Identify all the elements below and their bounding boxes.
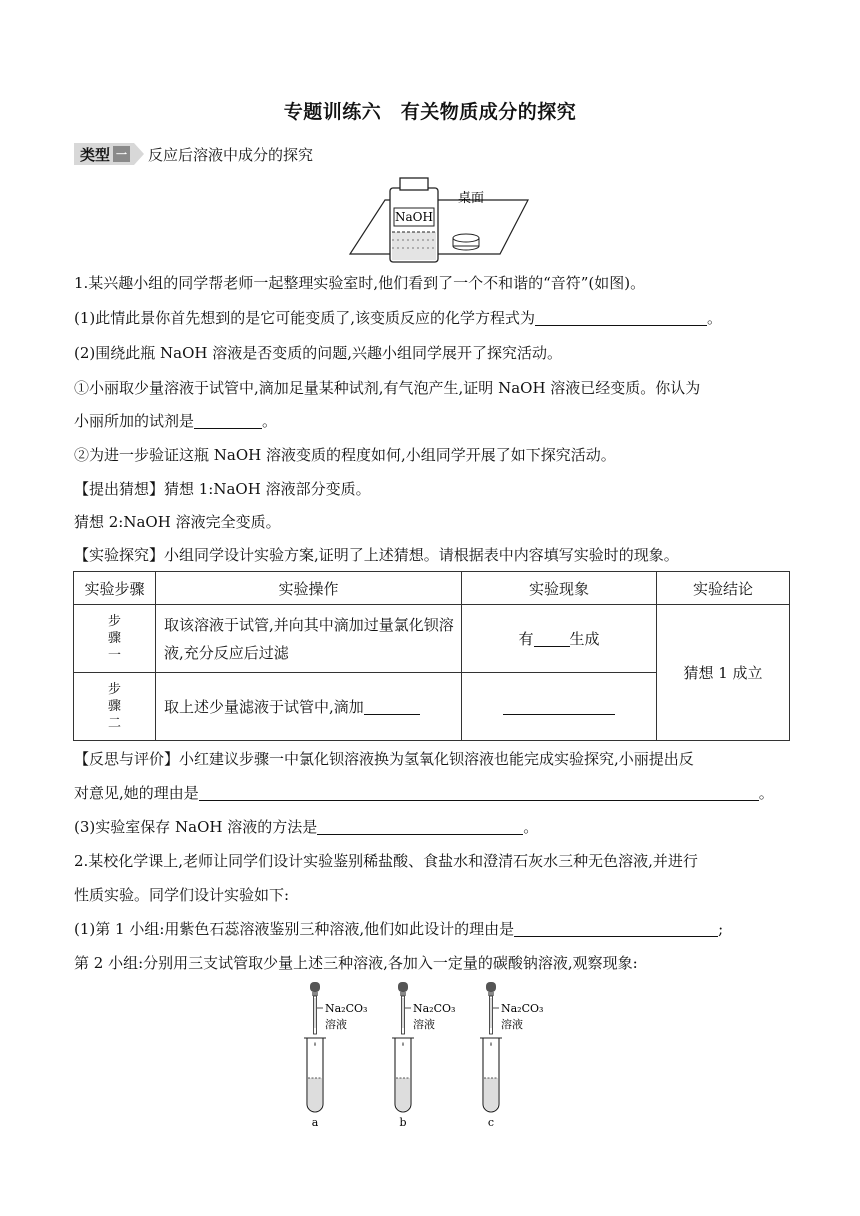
reagent-label-b: Na₂CO₃ xyxy=(413,1002,456,1015)
reagent-word-b: 溶液 xyxy=(413,1018,435,1031)
table-row xyxy=(74,605,790,673)
desk-label: 桌面 xyxy=(458,191,485,206)
reagent-word-c: 溶液 xyxy=(501,1018,523,1031)
dropper-bulb-icon xyxy=(398,982,408,992)
bottle-label: NaOH xyxy=(395,210,433,224)
reflect-line1: 【反思与评价】小红建议步骤一中氯化钡溶液换为氢氧化钡溶液也能完成实验探究,小丽提出反 xyxy=(74,750,694,768)
step-2-label: 步骤二 xyxy=(74,673,156,741)
answer-blank-litmus-reason[interactable] xyxy=(514,920,718,937)
answer-blank-equation[interactable] xyxy=(535,309,707,326)
type-heading-text: 反应后溶液中成分的探究 xyxy=(148,145,314,164)
step-1-phenomenon: 有 生成 xyxy=(462,605,657,673)
tube-label-b: b xyxy=(399,1116,407,1128)
liquid-fill xyxy=(392,232,436,260)
tube-label-a: a xyxy=(311,1116,319,1128)
answer-blank-step2-reagent[interactable] xyxy=(364,698,420,715)
guess-2: 猜想 2:NaOH 溶液完全变质。 xyxy=(74,513,281,531)
test-tubes-figure xyxy=(295,978,575,1128)
type-badge-number: 一 xyxy=(113,146,130,162)
q2-part1: (1)第 1 小组:用紫色石蕊溶液鉴别三种溶液,他们如此设计的理由是 ; xyxy=(74,920,724,938)
q1-part2a-line1: ①小丽取少量溶液于试管中,滴加足量某种试剂,有气泡产生,证明 NaOH 溶液已经变质。你认为 xyxy=(74,379,701,397)
header-phenomenon: 实验现象 xyxy=(462,572,657,605)
answer-blank-reagent[interactable] xyxy=(194,412,262,429)
answer-blank-step2-phenomenon[interactable] xyxy=(503,698,615,715)
q1-part2a-line2: 小丽所加的试剂是 。 xyxy=(74,412,278,430)
type-badge xyxy=(74,143,134,165)
q1-part1: (1)此情此景你首先想到的是它可能变质了,该变质反应的化学方程式为 。 xyxy=(74,309,723,327)
test-tube-c xyxy=(480,982,502,1112)
dropper-bulb-icon xyxy=(486,982,496,992)
bottle-neck xyxy=(400,178,428,190)
dropper-bulb-icon xyxy=(310,982,320,992)
answer-blank-storage[interactable] xyxy=(317,818,523,835)
q2-part2: 第 2 小组:分别用三支试管取少量上述三种溶液,各加入一定量的碳酸钠溶液,观察现象: xyxy=(74,954,638,972)
q2-intro-line2: 性质实验。同学们设计实验如下: xyxy=(74,886,290,904)
step-2-operation: 取上述少量滤液于试管中,滴加 xyxy=(156,673,462,741)
answer-blank-precipitate[interactable] xyxy=(534,630,570,647)
test-tube-b xyxy=(392,982,414,1112)
q1-part2: (2)围绕此瓶 NaOH 溶液是否变质的问题,兴趣小组同学展开了探究活动。 xyxy=(74,344,563,362)
badge-arrow-icon xyxy=(134,143,144,165)
conclusion-cell: 猜想 1 成立 xyxy=(657,605,790,741)
tube-label-c: c xyxy=(487,1116,495,1128)
header-conclusion: 实验结论 xyxy=(657,572,790,605)
explore-instruction: 【实验探究】小组同学设计实验方案,证明了上述猜想。请根据表中内容填写实验时的现象。 xyxy=(74,546,679,564)
q1-part2b: ②为进一步验证这瓶 NaOH 溶液变质的程度如何,小组同学开展了如下探究活动。 xyxy=(74,446,616,464)
header-step: 实验步骤 xyxy=(74,572,156,605)
header-operation: 实验操作 xyxy=(156,572,462,605)
answer-blank-reason[interactable] xyxy=(199,784,759,801)
reagent-word-a: 溶液 xyxy=(325,1018,347,1031)
reagent-label-a: Na₂CO₃ xyxy=(325,1002,368,1015)
naoh-bottle-figure xyxy=(340,170,530,270)
q1-intro: 1.某兴趣小组的同学帮老师一起整理实验室时,他们看到了一个不和谐的“音符”(如图)。 xyxy=(74,274,646,292)
guess-1: 【提出猜想】猜想 1:NaOH 溶液部分变质。 xyxy=(74,480,371,498)
test-tube-a xyxy=(304,982,326,1112)
table-header-row xyxy=(74,572,790,605)
desk-surface xyxy=(350,200,528,254)
q2-intro-line1: 2.某校化学课上,老师让同学们设计实验鉴别稀盐酸、食盐水和澄清石灰水三种无色溶液,并进行 xyxy=(74,852,698,870)
page-title: 专题训练六 有关物质成分的探究 xyxy=(283,101,577,123)
reagent-label-c: Na₂CO₃ xyxy=(501,1002,544,1015)
reflect-line2: 对意见,她的理由是 。 xyxy=(74,784,774,802)
type-heading xyxy=(74,143,313,165)
step-2-phenomenon xyxy=(462,673,657,741)
type-badge-label: 类型 xyxy=(80,145,111,164)
q1-part3: (3)实验室保存 NaOH 溶液的方法是 。 xyxy=(74,818,539,836)
experiment-table xyxy=(73,571,790,741)
step-1-operation: 取该溶液于试管,并向其中滴加过量氯化钡溶液,充分反应后过滤 xyxy=(156,605,462,673)
step-1-label: 步骤一 xyxy=(74,605,156,673)
